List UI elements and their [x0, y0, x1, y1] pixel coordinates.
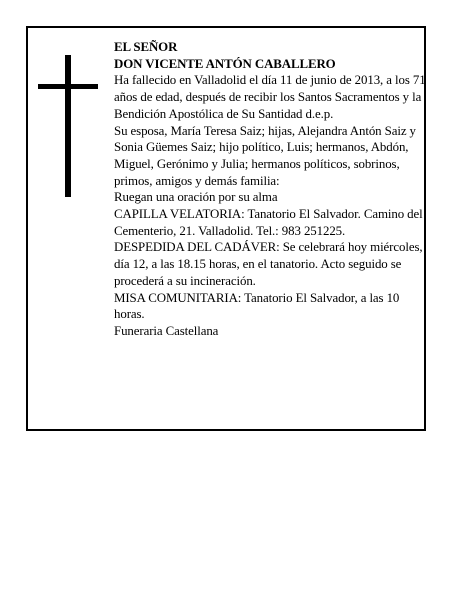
cross-horizontal-bar: [38, 84, 98, 89]
death-announcement: Ha fallecido en Valladolid el día 11 de junio de 2013, a los 71 años de edad, después de recibir los Santos Sacramentos y la Bendición Apostólica de Su Santidad d.e.p.: [114, 73, 426, 121]
farewell-details: DESPEDIDA DEL CADÁVER: Se celebrará hoy miércoles, día 12, a las 18.15 horas, en el tanatorio. Acto seguido se procederá a su incineración.: [114, 240, 423, 288]
funeral-home: Funeraria Castellana: [114, 323, 219, 338]
prayer-request: Ruegan una oración por su alma: [114, 190, 278, 205]
notice-title-line-1: EL SEÑOR: [114, 40, 178, 54]
cross-vertical-bar: [65, 55, 71, 197]
deceased-name: DON VICENTE ANTÓN CABALLERO: [114, 56, 336, 71]
mass-details: MISA COMUNITARIA: Tanatorio El Salvador, a las 10 horas.: [114, 290, 400, 322]
obituary-text: [114, 39, 426, 340]
wake-chapel-details: CAPILLA VELATORIA: Tanatorio El Salvador. Camino del Cementerio, 21. Valladolid. Tel.: 983 251225.: [114, 207, 423, 238]
family-members: Su esposa, María Teresa Saiz; hijas, Alejandra Antón Saiz y Sonia Güemes Saiz; hijo político, Luis; hermanos, Abdón, Miguel, Gerónimo y Julia; hermanos políticos, sobrinos, primos, amigos y demás familia:: [114, 123, 416, 188]
cross-icon: [38, 55, 98, 197]
